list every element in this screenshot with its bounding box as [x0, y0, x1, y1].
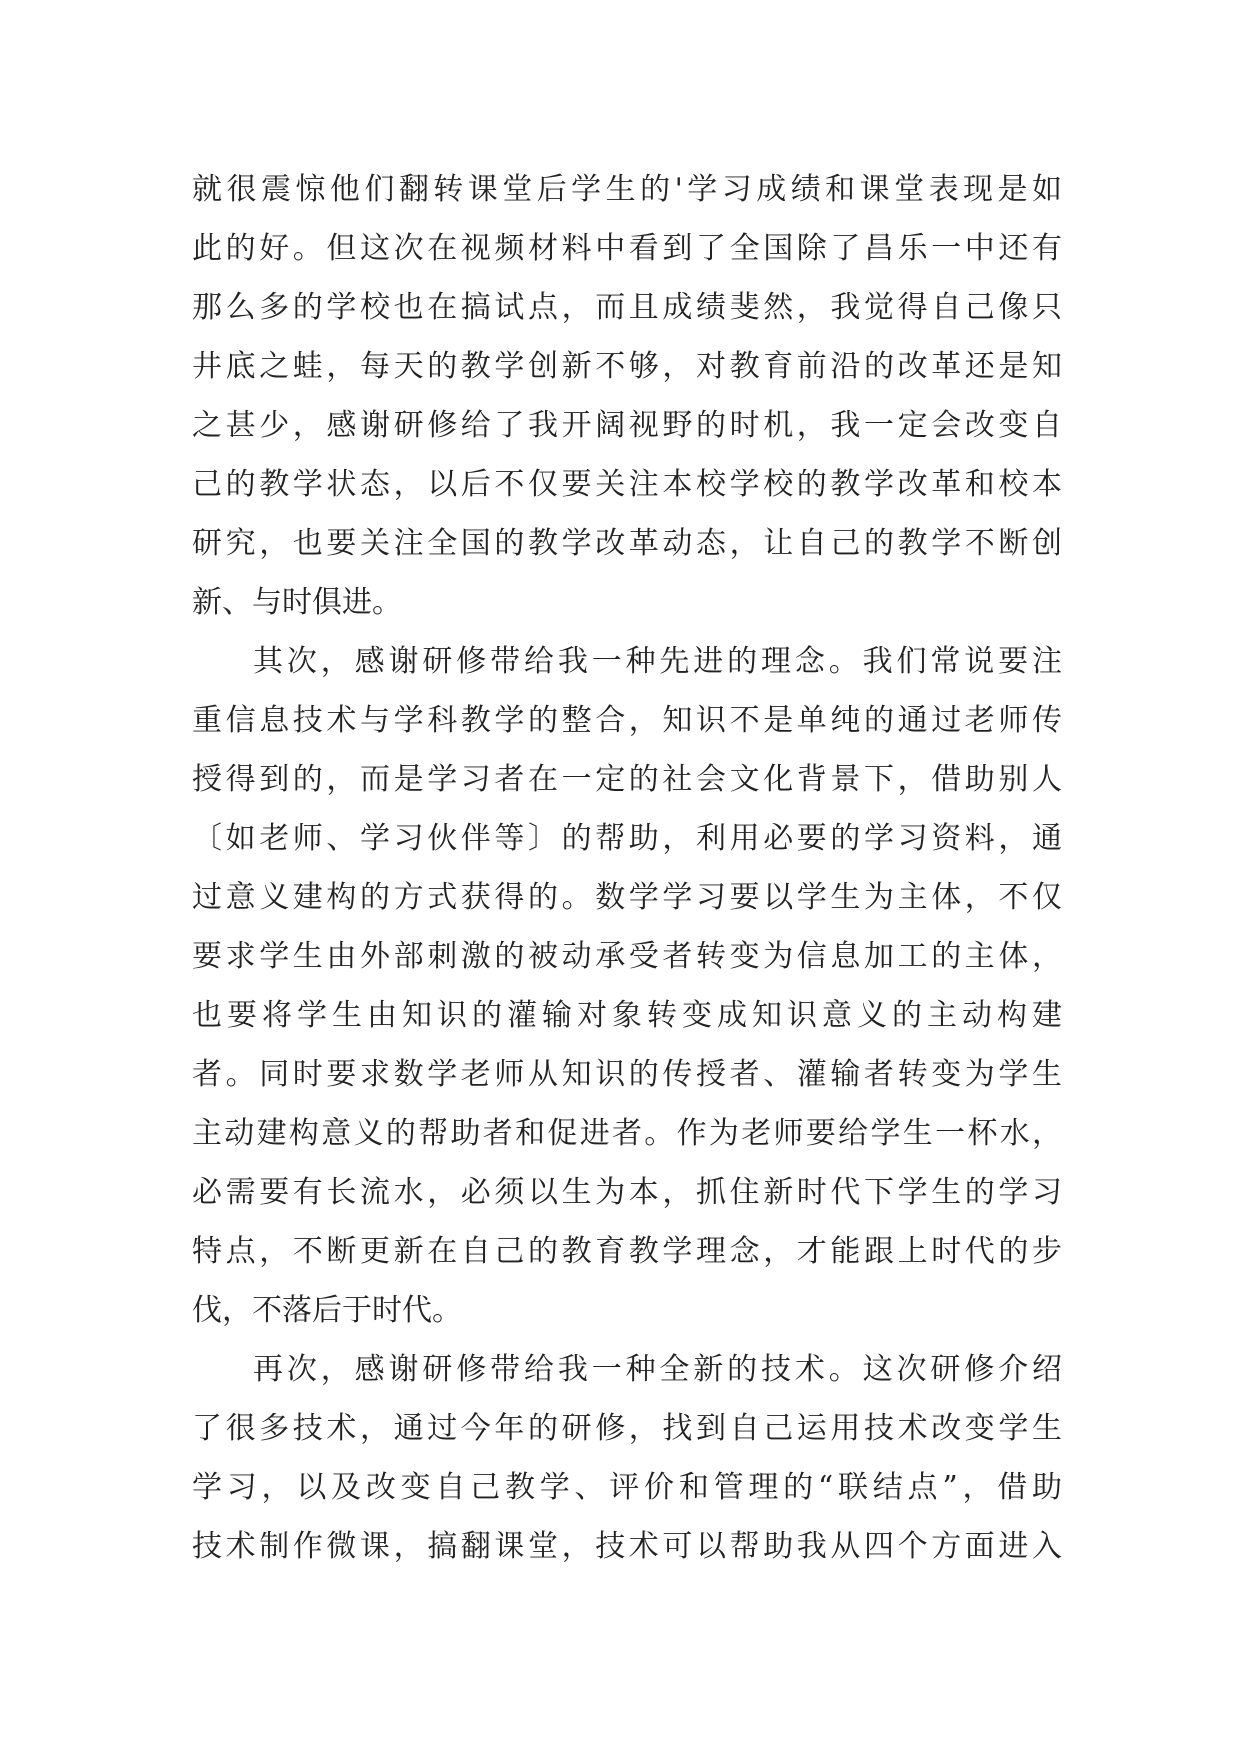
text-line: 己的教学状态，以后不仅要关注本校学校的教学改革和校本 — [192, 467, 1062, 502]
text-line: 新、与时俱进。 — [192, 585, 402, 620]
paragraph-first-line: 其次，感谢研修带给我一种先进的理念。我们常说要注 — [253, 644, 1062, 679]
text-line: 就很震惊他们翻转课堂后学生的'学习成绩和课堂表现是如 — [192, 172, 1062, 207]
text-line: 者。同时要求数学老师从知识的传授者、灌输者转变为学生 — [192, 1057, 1062, 1092]
text-line: 了很多技术，通过今年的研修，找到自己运用技术改变学生 — [192, 1411, 1062, 1446]
text-line: 过意义建构的方式获得的。数学学习要以学生为主体，不仅 — [192, 880, 1062, 915]
text-line: 此的好。但这次在视频材料中看到了全国除了昌乐一中还有 — [192, 231, 1062, 266]
text-line: 那么多的学校也在搞试点，而且成绩斐然，我觉得自己像只 — [192, 290, 1062, 325]
text-line: 特点，不断更新在自己的教育教学理念，才能跟上时代的步 — [192, 1234, 1062, 1269]
text-line: 研究，也要关注全国的教学改革动态，让自己的教学不断创 — [192, 526, 1062, 561]
text-line: 井底之蛙，每天的教学创新不够，对教育前沿的改革还是知 — [192, 349, 1062, 384]
text-line: 技术制作微课，搞翻课堂，技术可以帮助我从四个方面进入 — [192, 1529, 1062, 1564]
text-line: 〔如老师、学习伙伴等〕的帮助，利用必要的学习资料，通 — [192, 821, 1062, 856]
paragraph-first-line: 再次，感谢研修带给我一种全新的技术。这次研修介绍 — [253, 1352, 1062, 1387]
document-body — [192, 160, 1062, 1576]
text-line: 伐，不落后于时代。 — [192, 1293, 462, 1328]
text-line: 必需要有长流水，必须以生为本，抓住新时代下学生的学习 — [192, 1175, 1062, 1210]
text-line: 也要将学生由知识的灌输对象转变成知识意义的主动构建 — [192, 998, 1062, 1033]
text-line: 要求学生由外部刺激的被动承受者转变为信息加工的主体， — [192, 939, 1062, 974]
text-line: 之甚少，感谢研修给了我开阔视野的时机，我一定会改变自 — [192, 408, 1062, 443]
text-line: 授得到的，而是学习者在一定的社会文化背景下，借助别人 — [192, 762, 1062, 797]
text-line: 主动建构意义的帮助者和促进者。作为老师要给学生一杯水， — [192, 1116, 1062, 1151]
text-line: 重信息技术与学科教学的整合，知识不是单纯的通过老师传 — [192, 703, 1062, 738]
text-line: 学习，以及改变自己教学、评价和管理的“联结点”，借助 — [192, 1470, 1062, 1505]
